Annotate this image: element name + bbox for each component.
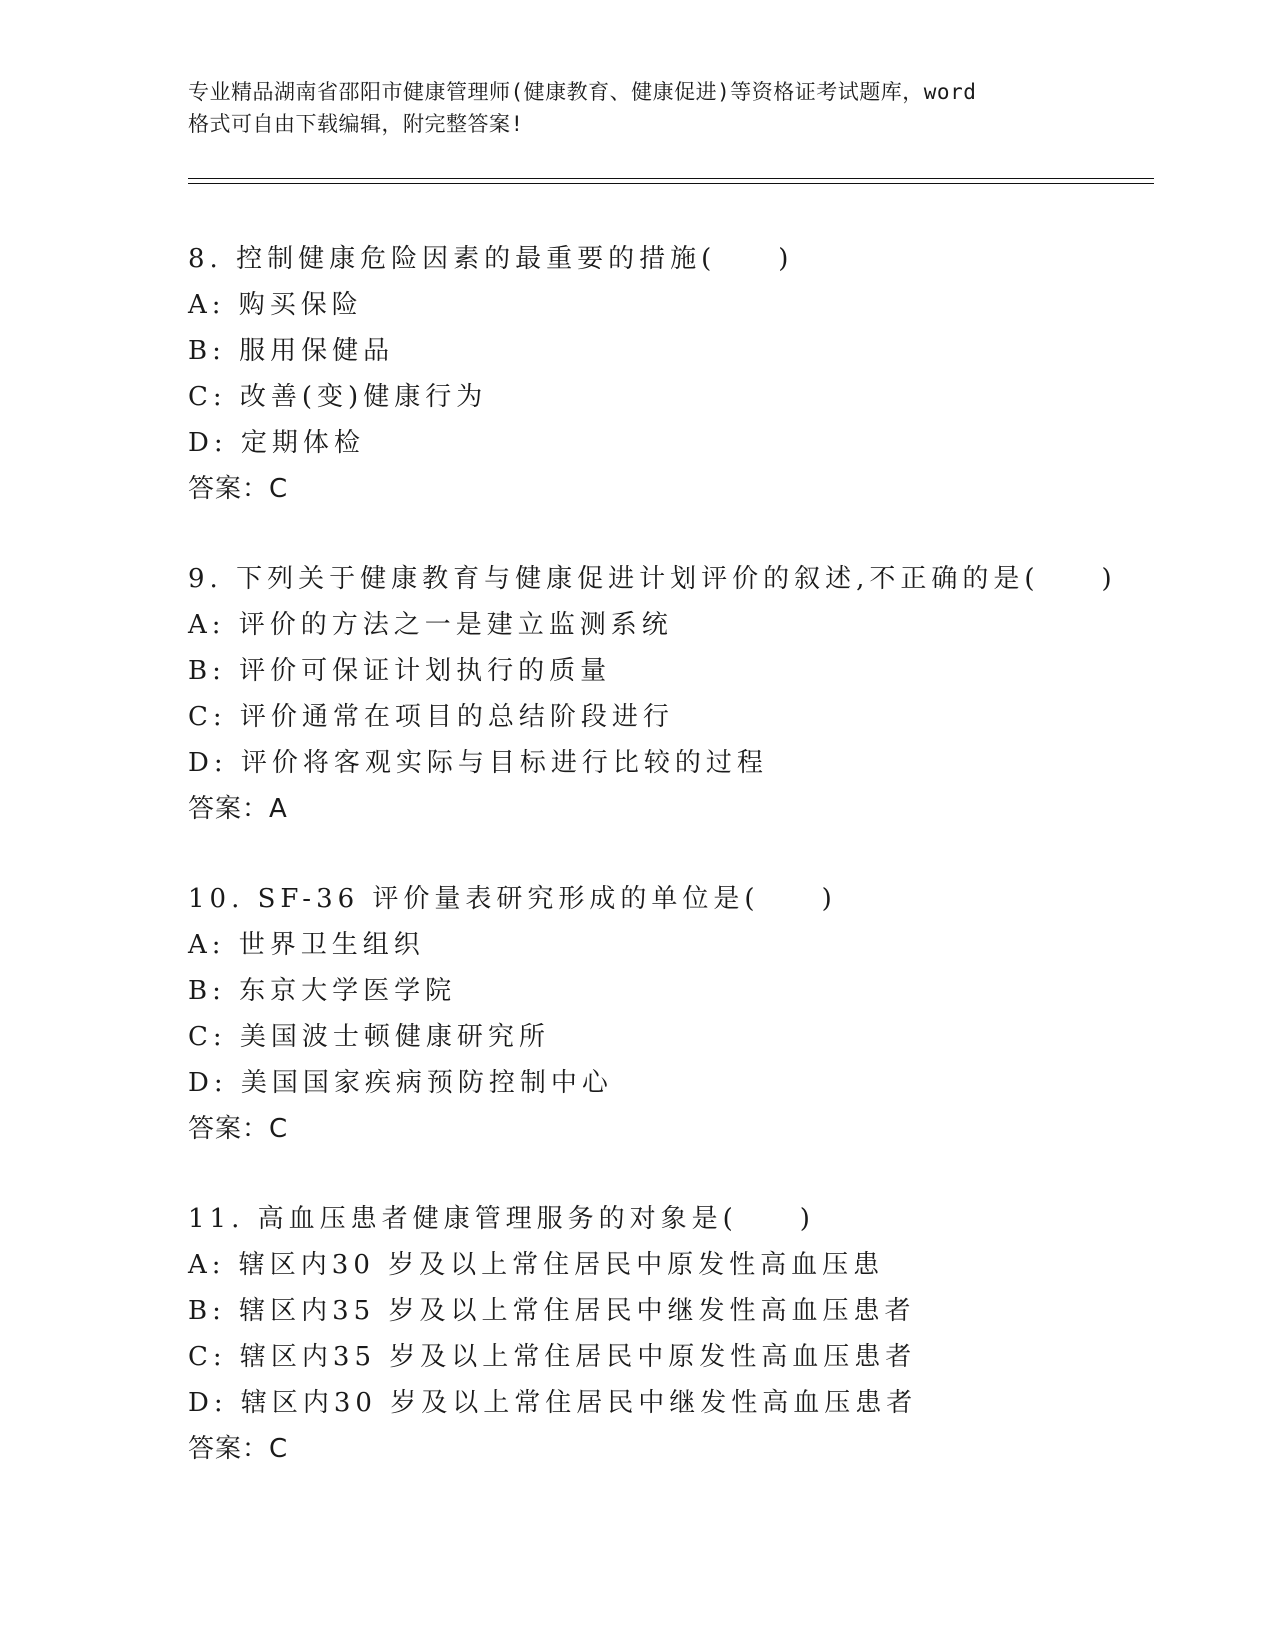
option-a: A: 世界卫生组织 bbox=[188, 930, 425, 960]
option-b: B: 辖区内35 岁及以上常住居民中继发性高血压患者 bbox=[188, 1296, 916, 1326]
option-a: A: 评价的方法之一是建立监测系统 bbox=[188, 610, 673, 640]
question-stem: 11. 高血压患者健康管理服务的对象是( ) bbox=[188, 1204, 815, 1234]
option-a: A: 购买保险 bbox=[188, 290, 363, 320]
header-divider-top bbox=[188, 178, 1154, 179]
question-11 bbox=[188, 1196, 1148, 1472]
document-header bbox=[188, 76, 1088, 140]
option-d: D: 定期体检 bbox=[188, 428, 365, 458]
option-c: C: 改善(变)健康行为 bbox=[188, 382, 488, 412]
answer: 答案：C bbox=[188, 1114, 289, 1144]
option-a: A: 辖区内30 岁及以上常住居民中原发性高血压患 bbox=[188, 1250, 885, 1280]
question-stem: 8. 控制健康危险因素的最重要的措施( ) bbox=[188, 244, 794, 274]
answer: 答案：A bbox=[188, 794, 288, 824]
option-d: D: 美国国家疾病预防控制中心 bbox=[188, 1068, 613, 1098]
header-divider-bottom bbox=[188, 183, 1154, 184]
option-d: D: 评价将客观实际与目标进行比较的过程 bbox=[188, 748, 768, 778]
answer: 答案：C bbox=[188, 1434, 289, 1464]
question-10 bbox=[188, 876, 1148, 1152]
header-line-1: 专业精品湖南省邵阳市健康管理师(健康教育、健康促进)等资格证考试题库，word bbox=[188, 80, 977, 104]
option-b: B: 评价可保证计划执行的质量 bbox=[188, 656, 612, 686]
question-9 bbox=[188, 556, 1148, 832]
header-line-2: 格式可自由下载编辑，附完整答案! bbox=[188, 112, 524, 136]
option-b: B: 服用保健品 bbox=[188, 336, 395, 366]
option-c: C: 美国波士顿健康研究所 bbox=[188, 1022, 550, 1052]
option-c: C: 辖区内35 岁及以上常住居民中原发性高血压患者 bbox=[188, 1342, 917, 1372]
answer: 答案：C bbox=[188, 474, 289, 504]
option-b: B: 东京大学医学院 bbox=[188, 976, 457, 1006]
option-d: D: 辖区内30 岁及以上常住居民中继发性高血压患者 bbox=[188, 1388, 918, 1418]
question-stem: 9. 下列关于健康教育与健康促进计划评价的叙述,不正确的是( ) bbox=[188, 564, 1117, 594]
question-stem: 10. SF-36 评价量表研究形成的单位是( ) bbox=[188, 884, 837, 914]
option-c: C: 评价通常在项目的总结阶段进行 bbox=[188, 702, 674, 732]
question-8 bbox=[188, 236, 1148, 512]
